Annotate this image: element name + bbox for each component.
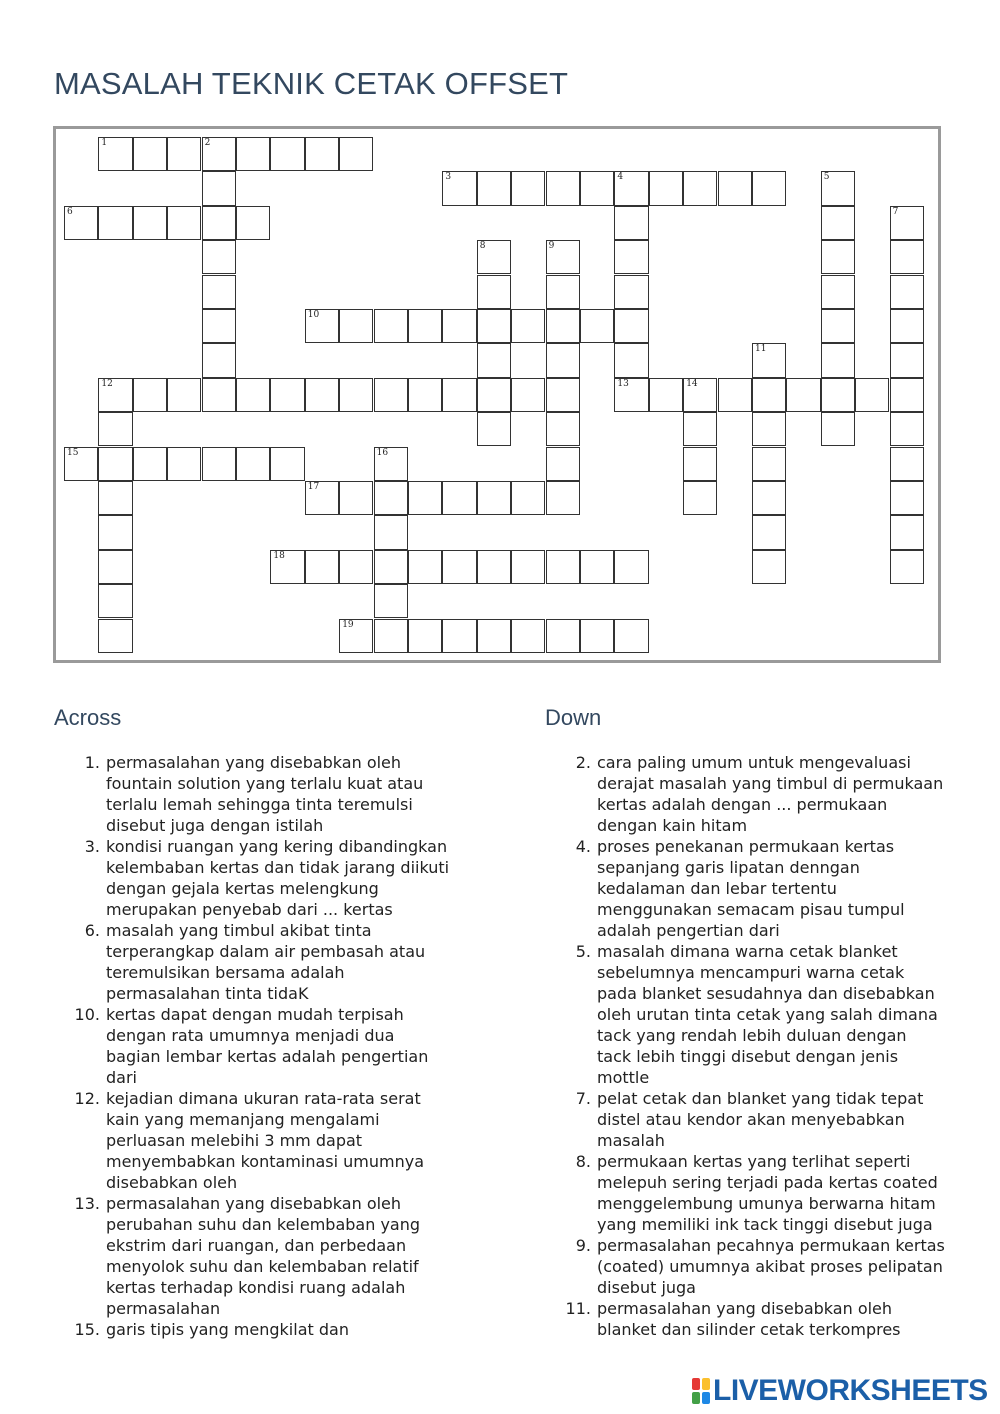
- liveworksheets-logo-icon: [692, 1378, 710, 1404]
- crossword-cell[interactable]: [98, 584, 132, 618]
- clue-number: 12.: [74, 1089, 100, 1108]
- crossword-cell[interactable]: [477, 343, 511, 377]
- clue-number: 7.: [575, 1089, 591, 1108]
- crossword-cell[interactable]: [683, 412, 717, 446]
- crossword-cell[interactable]: [752, 481, 786, 515]
- crossword-cell[interactable]: [339, 137, 373, 171]
- crossword-cell[interactable]: [133, 137, 167, 171]
- crossword-cell[interactable]: [477, 412, 511, 446]
- crossword-cell[interactable]: [683, 378, 717, 412]
- crossword-cell[interactable]: [752, 412, 786, 446]
- crossword-cell[interactable]: [614, 550, 648, 584]
- clue-number: 5: [823, 172, 830, 183]
- clue-number: 4.: [575, 837, 591, 856]
- crossword-cell[interactable]: [202, 378, 236, 412]
- crossword-cell[interactable]: [408, 309, 442, 343]
- crossword-cell[interactable]: [408, 550, 442, 584]
- crossword-cell[interactable]: [683, 171, 717, 205]
- down-clue: [545, 1235, 945, 1298]
- crossword-cell[interactable]: [477, 171, 511, 205]
- clue-number: 9: [548, 241, 555, 252]
- crossword-cell[interactable]: [890, 550, 924, 584]
- crossword-cell[interactable]: [890, 275, 924, 309]
- liveworksheets-logo: [692, 1374, 988, 1408]
- crossword-cell[interactable]: [614, 309, 648, 343]
- logo-block: [692, 1392, 700, 1404]
- crossword-cell[interactable]: [890, 309, 924, 343]
- crossword-cell[interactable]: [477, 481, 511, 515]
- crossword-cell[interactable]: [649, 378, 683, 412]
- crossword-cell[interactable]: [202, 240, 236, 274]
- clue-number: 6: [67, 206, 73, 217]
- crossword-cell[interactable]: [374, 515, 408, 549]
- clue-text: permasalahan yang disebabkan oleh perubahan suhu dan kelembaban yang ekstrim dari ruangan, dan perbedaan menyolok suhu dan kelembaban relatif kertas terhadap kondisi ruang adalah permasalahan: [106, 1194, 421, 1318]
- crossword-cell[interactable]: [683, 481, 717, 515]
- crossword-cell[interactable]: [546, 343, 580, 377]
- crossword-cell[interactable]: [408, 481, 442, 515]
- crossword-cell[interactable]: [374, 481, 408, 515]
- across-clue: [54, 1319, 454, 1340]
- crossword-cell[interactable]: [752, 343, 786, 377]
- across-clue: [54, 1088, 454, 1193]
- clue-text: proses penekanan permukaan kertas sepanjang garis lipatan denngan kedalaman dan lebar tertentu menggunakan semacam pisau tumpul adalah pengertian dari: [597, 837, 905, 940]
- crossword-cell[interactable]: [339, 481, 373, 515]
- crossword-cell[interactable]: [786, 378, 820, 412]
- crossword-cell[interactable]: [477, 240, 511, 274]
- clue-number: 13: [617, 378, 629, 389]
- crossword-cell[interactable]: [511, 481, 545, 515]
- crossword-cell[interactable]: [98, 378, 132, 412]
- crossword-cell[interactable]: [98, 137, 132, 171]
- crossword-cell[interactable]: [821, 240, 855, 274]
- crossword-cell[interactable]: [98, 447, 132, 481]
- across-clue: [54, 836, 454, 920]
- crossword-cell[interactable]: [339, 619, 373, 653]
- crossword-cell[interactable]: [374, 309, 408, 343]
- down-clue: [545, 941, 945, 1088]
- crossword-cell[interactable]: [442, 619, 476, 653]
- crossword-cell[interactable]: [546, 447, 580, 481]
- crossword-cell[interactable]: [442, 481, 476, 515]
- crossword-grid: [53, 126, 941, 663]
- crossword-cell[interactable]: [167, 137, 201, 171]
- logo-block: [692, 1378, 700, 1390]
- crossword-cell[interactable]: [374, 447, 408, 481]
- crossword-cell[interactable]: [511, 309, 545, 343]
- crossword-cell[interactable]: [546, 378, 580, 412]
- clue-number: 16: [376, 447, 389, 458]
- crossword-cell[interactable]: [270, 378, 304, 412]
- crossword-cell[interactable]: [64, 447, 98, 481]
- clue-text: garis tipis yang mengkilat dan: [106, 1320, 349, 1339]
- crossword-cell[interactable]: [305, 378, 339, 412]
- crossword-cell[interactable]: [374, 550, 408, 584]
- clue-text: kondisi ruangan yang kering dibandingkan kelembaban kertas dan tidak jarang diikuti dengan gejala kertas melengkung merupakan penyebab dari ... kertas: [106, 837, 450, 919]
- clue-text: pelat cetak dan blanket yang tidak tepat distel atau kendor akan menyebabkan masalah: [597, 1089, 924, 1150]
- crossword-cell[interactable]: [477, 309, 511, 343]
- crossword-cell[interactable]: [614, 619, 648, 653]
- clue-number: 2: [204, 138, 211, 148]
- clue-number: 14: [686, 378, 698, 389]
- clue-number: 12: [101, 378, 113, 389]
- clue-number: 18: [273, 550, 285, 561]
- clue-text: permukaan kertas yang terlihat seperti melepuh sering terjadi pada kertas coated menggelembung umunya berwarna hitam yang memiliki ink tack tinggi disebut juga: [597, 1152, 938, 1234]
- crossword-cell[interactable]: [649, 171, 683, 205]
- clue-number: 10.: [74, 1005, 100, 1024]
- crossword-cell[interactable]: [442, 378, 476, 412]
- crossword-cell[interactable]: [890, 240, 924, 274]
- crossword-cell[interactable]: [718, 378, 752, 412]
- crossword-cell[interactable]: [752, 515, 786, 549]
- crossword-cell[interactable]: [270, 550, 304, 584]
- crossword-cell[interactable]: [202, 206, 236, 240]
- crossword-cell[interactable]: [64, 206, 98, 240]
- clue-text: kejadian dimana ukuran rata-rata serat kain yang memanjang mengalami perluasan melebihi 3 mm dapat menyembabkan kontaminasi umumnya disebabkan oleh: [106, 1089, 425, 1192]
- clue-number: 17: [307, 482, 320, 492]
- clue-number: 15.: [74, 1320, 100, 1339]
- crossword-cell[interactable]: [546, 619, 580, 653]
- clue-number: 19: [342, 619, 354, 630]
- clue-number: 13.: [74, 1194, 100, 1213]
- crossword-cell[interactable]: [236, 206, 270, 240]
- crossword-cell[interactable]: [167, 378, 201, 412]
- crossword-cell[interactable]: [752, 447, 786, 481]
- crossword-cell[interactable]: [477, 550, 511, 584]
- clue-number: 1: [101, 138, 108, 148]
- crossword-cell[interactable]: [98, 515, 132, 549]
- crossword-cell[interactable]: [821, 378, 855, 412]
- crossword-cell[interactable]: [236, 378, 270, 412]
- crossword-cell[interactable]: [98, 481, 132, 515]
- crossword-cell[interactable]: [167, 206, 201, 240]
- crossword-cell[interactable]: [752, 550, 786, 584]
- crossword-cell[interactable]: [236, 447, 270, 481]
- down-clue: [545, 1151, 945, 1235]
- crossword-cell[interactable]: [477, 619, 511, 653]
- crossword-cell[interactable]: [546, 550, 580, 584]
- crossword-cell[interactable]: [546, 309, 580, 343]
- down-clue: [545, 1298, 945, 1340]
- clue-number: 3: [445, 172, 452, 183]
- clue-number: 5.: [575, 942, 591, 961]
- crossword-cell[interactable]: [821, 171, 855, 205]
- crossword-cell[interactable]: [546, 240, 580, 274]
- crossword-cell[interactable]: [890, 343, 924, 377]
- crossword-cell[interactable]: [270, 447, 304, 481]
- clue-text: permasalahan yang disebabkan oleh blanket dan silinder cetak terkompres: [597, 1299, 901, 1339]
- crossword-cell[interactable]: [202, 137, 236, 171]
- clue-text: masalah dimana warna cetak blanket sebelumnya mencampuri warna cetak pada blanket sesudahnya dan disebabkan oleh urutan tinta cetak yang salah dimana tack yang rendah lebih duluan dengan tack lebih tinggi disebut dengan jenis mottle: [597, 942, 938, 1087]
- crossword-cell[interactable]: [202, 171, 236, 205]
- crossword-cell[interactable]: [98, 412, 132, 446]
- crossword-cell[interactable]: [855, 378, 889, 412]
- down-clue: [545, 752, 945, 836]
- crossword-cell[interactable]: [442, 309, 476, 343]
- crossword-cell[interactable]: [752, 171, 786, 205]
- crossword-cell[interactable]: [374, 584, 408, 618]
- across-clue: [54, 1193, 454, 1319]
- crossword-cell[interactable]: [614, 343, 648, 377]
- clue-number: 4: [617, 172, 624, 183]
- crossword-cell[interactable]: [614, 240, 648, 274]
- crossword-cell[interactable]: [890, 447, 924, 481]
- clue-text: cara paling umum untuk mengevaluasi derajat masalah yang timbul di permukaan kertas adalah dengan ... permukaan dengan kain hitam: [597, 753, 944, 835]
- crossword-cell[interactable]: [821, 343, 855, 377]
- crossword-cell[interactable]: [133, 206, 167, 240]
- crossword-cell[interactable]: [236, 137, 270, 171]
- crossword-cell[interactable]: [167, 447, 201, 481]
- across-clue: [54, 1004, 454, 1088]
- page-title: MASALAH TEKNIK CETAK OFFSET: [54, 66, 569, 101]
- crossword-cell[interactable]: [408, 619, 442, 653]
- crossword-cell[interactable]: [477, 378, 511, 412]
- crossword-cell[interactable]: [890, 515, 924, 549]
- down-clue-list: [545, 752, 945, 1340]
- down-clue: [545, 836, 945, 941]
- crossword-cell[interactable]: [374, 619, 408, 653]
- across-clue: [54, 920, 454, 1004]
- crossword-cell[interactable]: [442, 550, 476, 584]
- clue-number: 7: [892, 206, 899, 217]
- crossword-cell[interactable]: [614, 275, 648, 309]
- crossword-cell[interactable]: [408, 378, 442, 412]
- crossword-cell[interactable]: [580, 309, 614, 343]
- crossword-cell[interactable]: [890, 378, 924, 412]
- crossword-cell[interactable]: [98, 206, 132, 240]
- crossword-cell[interactable]: [821, 309, 855, 343]
- crossword-cell[interactable]: [374, 378, 408, 412]
- crossword-cell[interactable]: [511, 619, 545, 653]
- crossword-cell[interactable]: [511, 378, 545, 412]
- crossword-cell[interactable]: [683, 447, 717, 481]
- across-clue: [54, 752, 454, 836]
- across-heading: Across: [54, 705, 122, 730]
- crossword-cell[interactable]: [305, 550, 339, 584]
- crossword-cell[interactable]: [511, 171, 545, 205]
- crossword-cell[interactable]: [614, 171, 648, 205]
- across-clue-list: [54, 752, 454, 1340]
- clue-number: 10: [307, 310, 320, 320]
- crossword-cell[interactable]: [821, 206, 855, 240]
- crossword-cell[interactable]: [821, 275, 855, 309]
- crossword-cell[interactable]: [339, 309, 373, 343]
- crossword-cell[interactable]: [305, 309, 339, 343]
- crossword-cell[interactable]: [202, 309, 236, 343]
- clue-number: 2.: [575, 753, 591, 772]
- crossword-cell[interactable]: [546, 412, 580, 446]
- clue-text: masalah yang timbul akibat tinta terperangkap dalam air pembasah atau teremulsikan bersama adalah permasalahan tinta tidaK: [106, 921, 426, 1003]
- brand-text: LIVEWORKSHEETS: [713, 1374, 988, 1407]
- crossword-cell[interactable]: [890, 412, 924, 446]
- crossword-cell[interactable]: [890, 481, 924, 515]
- clue-number: 15: [67, 447, 79, 458]
- clue-number: 9.: [575, 1236, 591, 1255]
- clue-number: 11.: [565, 1299, 591, 1318]
- clue-number: 8.: [575, 1152, 591, 1171]
- crossword-cell[interactable]: [442, 171, 476, 205]
- crossword-cell[interactable]: [821, 412, 855, 446]
- logo-block: [702, 1392, 710, 1404]
- crossword-cell[interactable]: [511, 550, 545, 584]
- crossword-cell[interactable]: [614, 206, 648, 240]
- crossword-cell[interactable]: [133, 378, 167, 412]
- down-clue: [545, 1088, 945, 1151]
- crossword-cell[interactable]: [546, 171, 580, 205]
- crossword-cell[interactable]: [202, 447, 236, 481]
- crossword-cell[interactable]: [580, 171, 614, 205]
- crossword-cell[interactable]: [546, 275, 580, 309]
- crossword-cell[interactable]: [718, 171, 752, 205]
- crossword-cell[interactable]: [98, 619, 132, 653]
- crossword-cell[interactable]: [133, 447, 167, 481]
- crossword-cell[interactable]: [546, 481, 580, 515]
- down-heading: Down: [545, 705, 602, 730]
- crossword-cell[interactable]: [339, 378, 373, 412]
- clue-number: 8: [479, 241, 486, 252]
- crossword-cell[interactable]: [580, 619, 614, 653]
- clue-number: 3.: [84, 837, 100, 856]
- clue-number: 11: [755, 344, 767, 355]
- crossword-cell[interactable]: [202, 275, 236, 309]
- crossword-cell[interactable]: [270, 137, 304, 171]
- crossword-cell[interactable]: [580, 550, 614, 584]
- crossword-cell[interactable]: [305, 481, 339, 515]
- clue-text: permasalahan yang disebabkan oleh fountain solution yang terlalu kuat atau terlalu lemah sehingga tinta teremulsi disebut juga dengan istilah: [106, 753, 424, 835]
- clue-text: permasalahan pecahnya permukaan kertas (coated) umumnya akibat proses pelipatan disebut juga: [597, 1236, 945, 1297]
- crossword-cell[interactable]: [339, 550, 373, 584]
- clue-number: 1.: [84, 753, 100, 772]
- clue-text: kertas dapat dengan mudah terpisah dengan rata umumnya menjadi dua bagian lembar kertas adalah pengertian dari: [106, 1005, 429, 1087]
- clue-number: 6.: [84, 921, 100, 940]
- crossword-cell[interactable]: [305, 137, 339, 171]
- crossword-cell[interactable]: [98, 550, 132, 584]
- crossword-cell[interactable]: [477, 275, 511, 309]
- logo-block: [702, 1378, 710, 1390]
- crossword-cell[interactable]: [890, 206, 924, 240]
- crossword-cell[interactable]: [614, 378, 648, 412]
- crossword-cell[interactable]: [202, 343, 236, 377]
- crossword-cell[interactable]: [752, 378, 786, 412]
